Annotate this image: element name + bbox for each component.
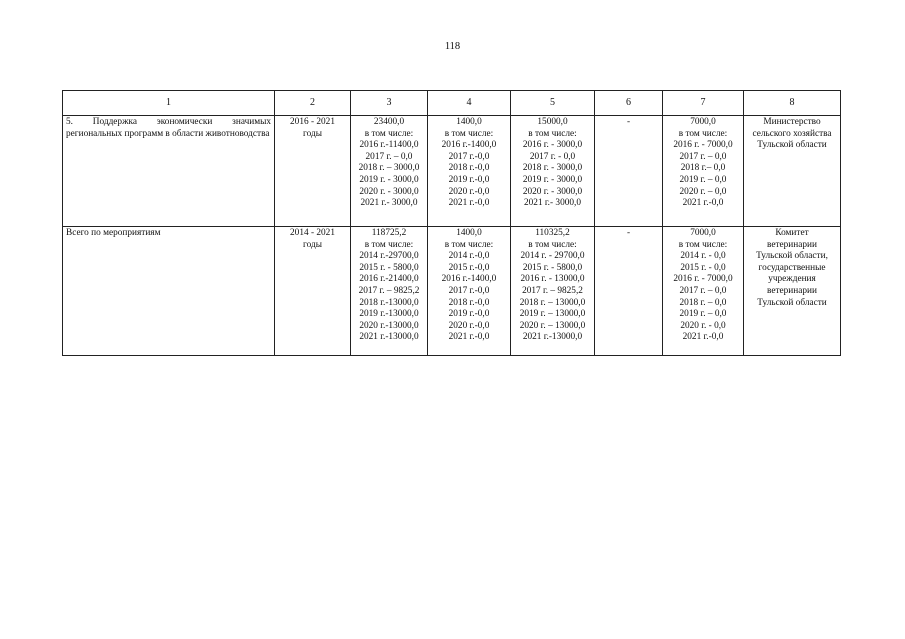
cell-line: 2014 г.-29700,0 [359,251,419,262]
cell-line: Комитет [775,228,809,238]
funding-col6-cell [595,116,663,227]
cell-line: 2020 г.-0,0 [448,320,490,331]
cell-line: 2019 г. - 3000,0 [359,174,419,185]
cell-line: в том числе: [678,239,728,250]
header-cell: 4 [428,91,511,116]
responsible-cell [744,227,841,356]
cell-line: государственные [758,262,826,273]
cell-line: 2020 г.-13000,0 [359,320,419,331]
cell-line: в том числе: [364,239,414,250]
cell-line: 15000,0 [537,117,568,127]
funding-col4-cell [428,227,511,356]
cell-line: годы [303,239,322,250]
header-cell: 7 [663,91,744,116]
cell-line: 2021 г.- 3000,0 [360,198,418,209]
cell-line: 2016 г. - 7000,0 [673,140,733,151]
table-row [63,116,841,227]
cell-line: 2018 г.-0,0 [448,297,490,308]
funding-col7-cell [663,116,744,227]
cell-line: 2019 г.-0,0 [448,309,490,320]
cell-line: 2016 г. - 7000,0 [673,274,733,285]
cell-line: 2017 г. – 9825,2 [358,285,420,296]
funding-col5-cell [511,227,595,356]
page-number: 118 [444,41,461,52]
cell-line: 7000,0 [690,228,716,238]
cell-line: 2015 г. - 0,0 [680,262,726,273]
cell-line: в том числе: [444,128,494,139]
cell-line: 2018 г.-13000,0 [359,297,419,308]
cell-line: сельского хозяйства [752,128,832,139]
cell-line: годы [303,128,322,139]
cell-line: 2019 г. – 13000,0 [519,309,586,320]
cell-line: 2021 г.-0,0 [682,332,724,343]
header-cell: 1 [63,91,275,116]
cell-line: 2017 г.-0,0 [448,285,490,296]
total-funding-cell [351,227,428,356]
cell-line: 118725,2 [371,228,407,238]
cell-line: 2014 г.-0,0 [448,251,490,262]
funding-col7-cell [663,227,744,356]
cell-line: Тульской области [757,297,827,308]
cell-line: 2018 г. - 3000,0 [522,163,583,174]
cell-line: 2015 г. - 5800,0 [522,262,583,273]
cell-line: 2019 г. - 3000,0 [522,174,583,185]
cell-line: учреждения [768,274,816,285]
cell-line: 2017 г. - 0,0 [529,151,576,162]
cell-line: 2016 г.-11400,0 [359,140,419,151]
cell-line: Министерство [763,117,821,127]
cell-line: 2018 г.– 0,0 [680,163,726,174]
period-cell [275,227,351,356]
cell-line: 2018 г. – 0,0 [679,297,727,308]
period-cell [275,116,351,227]
cell-line: ветеринарии [767,285,817,296]
cell-line: 2016 г. - 13000,0 [520,274,585,285]
total-funding-cell [351,116,428,227]
cell-line: 2016 г.-1400,0 [441,274,497,285]
cell-line: 2018 г. – 3000,0 [358,163,420,174]
table-row [63,227,841,356]
cell-line: 2020 г.-0,0 [448,186,490,197]
cell-line: - [626,228,631,238]
cell-line: 2019 г. – 0,0 [679,174,727,185]
funding-col5-cell [511,116,595,227]
cell-line: 2014 - 2021 [290,228,335,238]
cell-line: 2014 г. - 29700,0 [520,251,585,262]
cell-line: ветеринарии [767,239,817,250]
cell-line: 1400,0 [456,228,482,238]
cell-line: 2020 г. - 0,0 [680,320,726,331]
cell-line: 7000,0 [690,117,716,127]
cell-line: 2021 г.-0,0 [448,332,490,343]
cell-line: в том числе: [364,128,414,139]
header-cell: 3 [351,91,428,116]
cell-line: в том числе: [444,239,494,250]
cell-line: 2020 г. – 0,0 [679,186,727,197]
header-cell: 6 [595,91,663,116]
cell-line: 2020 г. - 3000,0 [522,186,583,197]
funding-col6-cell [595,227,663,356]
header-cell: 8 [744,91,841,116]
cell-line: Тульской области [757,140,827,151]
cell-line: 2020 г. – 13000,0 [519,320,586,331]
cell-line: 2017 г. – 0,0 [679,285,727,296]
cell-line: 23400,0 [373,117,405,127]
cell-line: 2017 г.-0,0 [448,151,490,162]
cell-line: 2019 г. – 0,0 [679,309,727,320]
header-cell: 2 [275,91,351,116]
cell-line: 2016 - 2021 [290,117,335,127]
cell-line: Тульской области, [756,251,828,262]
cell-line: 2015 г. - 5800,0 [359,262,419,273]
cell-line: 2021 г.-0,0 [448,198,490,209]
cell-line: в том числе: [528,128,577,139]
cell-line: - [626,117,631,127]
budget-table [62,90,841,356]
cell-line: 2016 г. - 3000,0 [522,140,583,151]
measure-name-cell: Всего по мероприятиям [63,227,275,356]
cell-line: 2016 г.-21400,0 [359,274,419,285]
cell-line: 2018 г.-0,0 [448,163,490,174]
cell-line: в том числе: [528,239,577,250]
measure-name-cell: 5. Поддержка экономически значимых региональных программ в области животноводства [63,116,275,227]
cell-line: 2015 г.-0,0 [448,262,490,273]
cell-line: 2017 г. – 0,0 [365,151,413,162]
cell-line: 2017 г. – 9825,2 [522,285,583,296]
cell-line: 2019 г.-0,0 [448,174,490,185]
cell-line: 2021 г.-13000,0 [359,332,419,343]
cell-line: 2019 г.-13000,0 [359,309,419,320]
cell-line: 2020 г. - 3000,0 [359,186,419,197]
cell-line: 2018 г. – 13000,0 [519,297,586,308]
responsible-cell [744,116,841,227]
cell-line: 2021 г.-0,0 [682,198,724,209]
header-row [63,91,841,116]
header-cell: 5 [511,91,595,116]
cell-line: 1400,0 [456,117,482,127]
cell-line: 2016 г.-1400,0 [441,140,497,151]
cell-line: 110325,2 [535,228,570,238]
cell-line: 2014 г. - 0,0 [680,251,726,262]
funding-col4-cell [428,116,511,227]
cell-line: в том числе: [678,128,728,139]
cell-line: 2021 г.- 3000,0 [524,198,581,209]
cell-line: 2021 г.-13000,0 [522,332,583,343]
cell-line: 2017 г. – 0,0 [679,151,727,162]
